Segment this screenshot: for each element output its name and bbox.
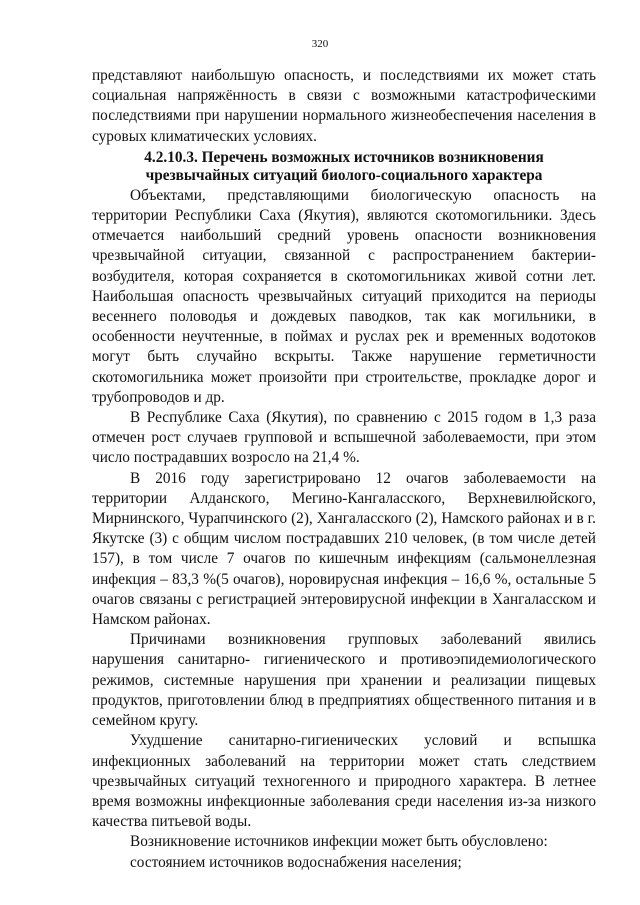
page-content — [92, 66, 596, 873]
paragraph-2016-outbreaks: В 2016 году зарегистрировано 12 очагов заболеваемости на территории Алданского, Мегино-Кангаласского, Верхневилюйского, Мирнинского, Чурапчинского (2), Хангаласского (2), Намского районах и в г. Якутске (3) с общим числом пострадавших 210 человек, (в том числе детей 157), в том числе 7 очагов по кишечным инфекциям (сальмонеллезная инфекция – 83,3 %(5 очагов), норовирусная инфекция – 16,6 %, остальные 5 очагов связаны с регистрацией энтеровирусной инфекции в Хангаласском и Намском районах. — [92, 469, 596, 629]
paragraph-continuation: представляют наибольшую опасность, и последствиями их может стать социальная напряжённость в связи с возможными катастрофическими последствиями при нарушении нормального жизнеобеспечения населения в суровых климатических условиях. — [92, 67, 596, 145]
paragraph-cattle-burial: Объектами, представляющими биологическую опасность на территории Республики Саха (Якутия), являются скотомогильники. Здесь отмечается наибольший средний уровень опасности возникновения чрезвычайной ситуации, связанной с распространением бактерии-возбудителя, которая сохраняется в скотомогильниках живой сотни лет. Наибольшая опасность чрезвычайных ситуаций приходится на периоды весеннего половодья и дождевых паводков, так как могильники, в особенности неучтенные, в поймах и руслах рек и временных водотоков могут быть случайно вскрыты. Также нарушение герметичности скотомогильника может произойти при строительстве, прокладке дорог и трубопроводов и др. — [92, 186, 596, 406]
section-heading-line-2: чрезвычайных ситуаций биолого-социального характера — [145, 167, 543, 185]
page-number: 320 — [311, 38, 329, 50]
paragraph-causes: Причинами возникновения групповых заболеваний явились нарушения санитарно- гигиенического и противоэпидемиологического режимов, системные нарушения при хранении и реализации пищевых продуктов, приготовлении блюд в предприятиях общественного питания и в семейном кругу. — [92, 631, 596, 730]
section-heading-line-1: 4.2.10.3. Перечень возможных источников возникновения — [144, 148, 544, 166]
list-item-water-supply: состоянием источников водоснабжения населения; — [130, 853, 462, 871]
paragraph-growth-stats: В Республике Саха (Якутия), по сравнению с 2015 годом в 1,3 раза отмечен рост случаев групповой и вспышечной заболеваемости, при этом число пострадавших возросло на 21,4 %. — [92, 409, 596, 467]
paragraph-infection-sources: Возникновение источников инфекции может быть обусловлено: — [130, 833, 548, 851]
paragraph-sanitary-conditions: Ухудшение санитарно-гигиенических условий и вспышка инфекционных заболеваний на территории может стать следствием чрезвычайных ситуаций техногенного и природного характера. В летнее время возможны инфекционные заболевания среди населения из-за низкого качества питьевой воды. — [92, 732, 596, 831]
section-heading — [92, 149, 596, 186]
